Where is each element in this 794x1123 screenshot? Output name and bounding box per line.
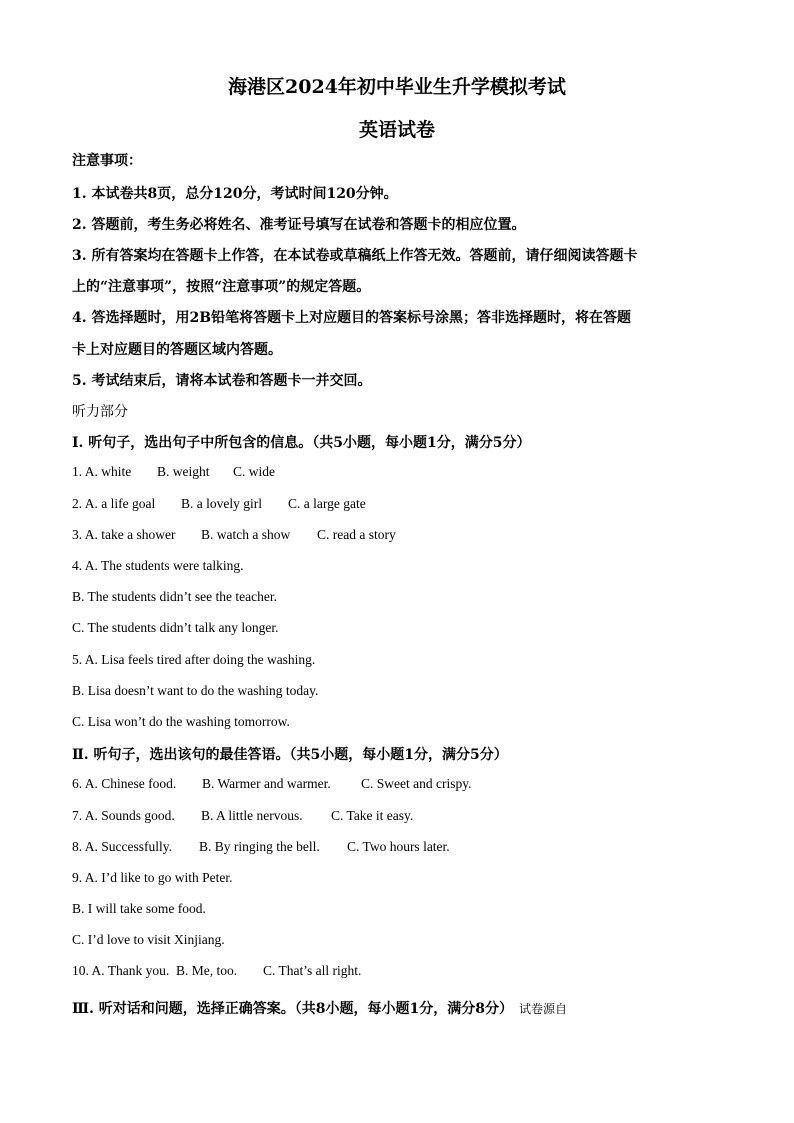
notice-item-5: 5. 考试结束后，请将本试卷和答题卡一并交回。: [72, 373, 372, 389]
question-4-option-a: 4. A. The students were talking.: [72, 558, 244, 573]
option-c: C. Two hours later.: [347, 839, 450, 854]
question-9-option-b: B. I will take some food.: [72, 901, 206, 916]
exam-subtitle: 英语试卷: [358, 119, 435, 141]
source-note: 试卷源自: [519, 1002, 568, 1016]
question-9-option-c: C. I’d love to visit Xinjiang.: [72, 932, 225, 947]
question-4-option-b: B. The students didn’t see the teacher.: [72, 589, 277, 604]
option-b: B. weight: [157, 464, 210, 479]
option-b: B. A little nervous.: [201, 808, 303, 823]
notice-heading: 注意事项：: [72, 153, 142, 169]
option-a: 1. A. white: [72, 464, 132, 479]
question-2: [72, 496, 366, 512]
question-1: [72, 464, 275, 480]
section1-heading: Ⅰ. 听句子，选出句子中所包含的信息。（共5小题，每小题1分，满分5分）: [72, 435, 531, 451]
question-7: [72, 808, 413, 824]
option-c: C. wide: [233, 464, 275, 479]
question-5-option-a: 5. A. Lisa feels tired after doing the washing.: [72, 652, 316, 667]
question-3: [72, 527, 396, 543]
option-a: 7. A. Sounds good.: [72, 808, 175, 823]
option-a: 8. A. Successfully.: [72, 839, 172, 854]
option-a: 2. A. a life goal: [72, 496, 156, 511]
option-c: C. a large gate: [288, 496, 366, 511]
option-a: 3. A. take a shower: [72, 527, 176, 542]
option-b: B. Warmer and warmer.: [202, 776, 331, 791]
exam-title: 海港区2024年初中毕业生升学模拟考试: [228, 76, 566, 98]
question-8: [72, 839, 450, 855]
section3-heading-text: Ⅲ. 听对话和问题，选择正确答案。（共8小题，每小题1分，满分8分）: [72, 1001, 514, 1017]
section2-heading: Ⅱ. 听句子，选出该句的最佳答语。（共5小题，每小题1分，满分5分）: [72, 747, 508, 763]
notice-item-2: 2. 答题前，考生务必将姓名、准考证号填写在试卷和答题卡的相应位置。: [72, 217, 526, 233]
option-b: B. By ringing the bell.: [199, 839, 320, 854]
question-5-option-c: C. Lisa won’t do the washing tomorrow.: [72, 714, 290, 729]
question-4-option-c: C. The students didn’t talk any longer.: [72, 620, 279, 635]
option-c: C. Sweet and crispy.: [361, 776, 472, 791]
option-a: 10. A. Thank you.: [72, 963, 170, 978]
option-a: 6. A. Chinese food.: [72, 776, 177, 791]
option-b: B. watch a show: [201, 527, 291, 542]
notice-item-3-cont: 上的“注意事项”，按照“注意事项”的规定答题。: [72, 279, 371, 295]
option-c: C. read a story: [317, 527, 396, 542]
option-b: B. Me, too.: [176, 963, 238, 978]
question-5-option-b: B. Lisa doesn’t want to do the washing today.: [72, 683, 319, 698]
notice-item-4-cont: 卡上对应题目的答题区域内答题。: [72, 342, 282, 358]
option-b: B. a lovely girl: [181, 496, 262, 511]
listening-heading: 听力部分: [72, 404, 128, 420]
notice-item-1: 1. 本试卷共8页，总分120分，考试时间120分钟。: [72, 186, 398, 202]
notice-item-4: 4. 答选择题时，用2B铅笔将答题卡上对应题目的答案标号涂黑；答非选择题时，将在答题: [72, 310, 632, 326]
option-c: C. That’s all right.: [263, 963, 362, 978]
question-9-option-a: 9. A. I’d like to go with Peter.: [72, 870, 233, 885]
question-6: [72, 776, 471, 792]
section3-heading: [72, 998, 567, 1018]
option-c: C. Take it easy.: [331, 808, 414, 823]
notice-item-3: 3. 所有答案均在答题卡上作答，在本试卷或草稿纸上作答无效。答题前，请仔细阅读答题卡: [72, 248, 638, 264]
question-10: [72, 963, 361, 979]
